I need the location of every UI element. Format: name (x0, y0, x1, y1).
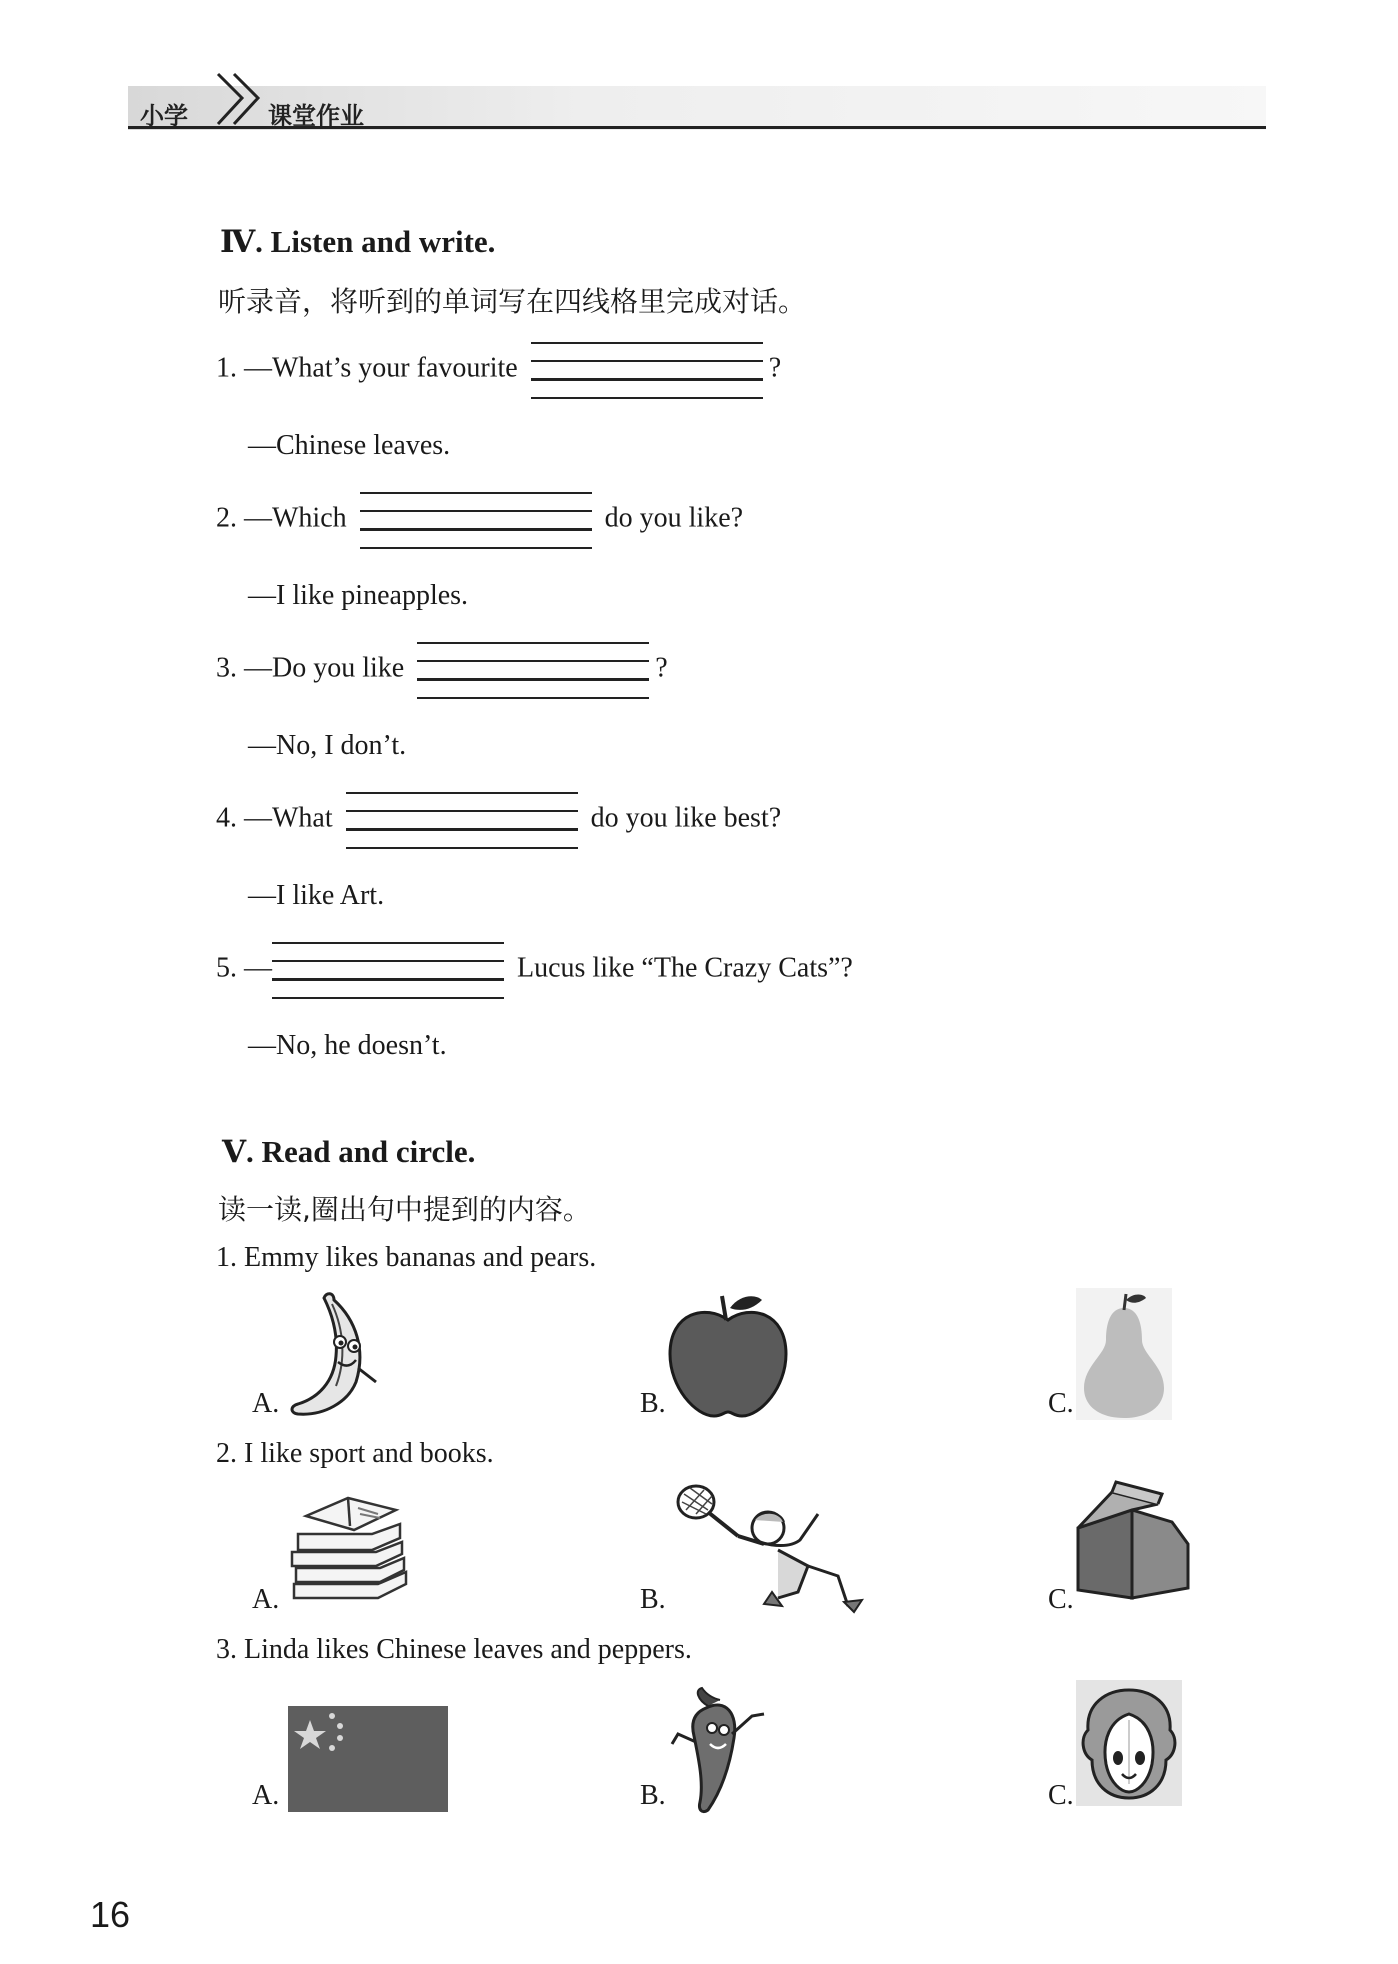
option-3b[interactable]: B. (640, 1780, 666, 1811)
answer-1: —Chinese leaves. (248, 430, 451, 461)
question-5: 5. — Lucus like “The Crazy Cats”? (216, 942, 853, 998)
tennis-player-icon[interactable] (668, 1480, 864, 1614)
writing-grid-4[interactable] (346, 792, 578, 848)
answer-2: —I like pineapples. (248, 580, 469, 611)
option-2a[interactable]: A. (252, 1584, 280, 1615)
page-number: 16 (90, 1894, 131, 1935)
section4-title: Ⅳ. Listen and write. (220, 224, 496, 259)
answer-4: —I like Art. (248, 880, 385, 911)
option-3a[interactable]: A. (252, 1780, 280, 1811)
section5-instruction: 读一读,圈出句中提到的内容。 (218, 1193, 591, 1226)
sentence-1: 1. Emmy likes bananas and pears. (216, 1242, 597, 1273)
header-right-label: 课堂作业 (268, 102, 364, 130)
sentence-3: 3. Linda likes Chinese leaves and peppers. (216, 1634, 692, 1665)
question-3: 3. —Do you like ? (216, 642, 668, 698)
answer-5: —No, he doesn’t. (248, 1030, 447, 1061)
section5-title: Ⅴ. Read and circle. (222, 1134, 476, 1169)
question-1: 1. —What’s your favourite ? (216, 342, 781, 398)
answer-3: —No, I don’t. (248, 730, 407, 761)
writing-grid-1[interactable] (531, 342, 763, 398)
sentence-2: 2. I like sport and books. (216, 1438, 494, 1469)
writing-grid-3[interactable] (417, 642, 649, 698)
milk-carton-icon[interactable] (1072, 1478, 1196, 1602)
books-icon[interactable] (288, 1488, 414, 1612)
option-1c[interactable]: C. (1048, 1388, 1074, 1419)
double-chevron-icon (212, 70, 272, 128)
option-2b[interactable]: B. (640, 1584, 666, 1615)
option-3c[interactable]: C. (1048, 1780, 1074, 1811)
chinese-cabbage-icon[interactable] (1076, 1680, 1182, 1806)
header-left-label: 小学 (140, 102, 188, 130)
question-2: 2. —Which do you like? (216, 492, 743, 548)
option-2c[interactable]: C. (1048, 1584, 1074, 1615)
option-1a[interactable]: A. (252, 1388, 280, 1419)
writing-grid-5[interactable] (272, 942, 504, 998)
china-flag-icon[interactable] (288, 1706, 448, 1812)
writing-grid-2[interactable] (360, 492, 592, 548)
banana-icon[interactable] (284, 1290, 384, 1420)
section4-instruction: 听录音，将听到的单词写在四线格里完成对话。 (218, 285, 807, 318)
pepper-icon[interactable] (668, 1686, 778, 1814)
option-1b[interactable]: B. (640, 1388, 666, 1419)
question-4: 4. —What do you like best? (216, 792, 781, 848)
apple-icon[interactable] (666, 1290, 790, 1420)
pear-icon[interactable] (1076, 1288, 1172, 1420)
